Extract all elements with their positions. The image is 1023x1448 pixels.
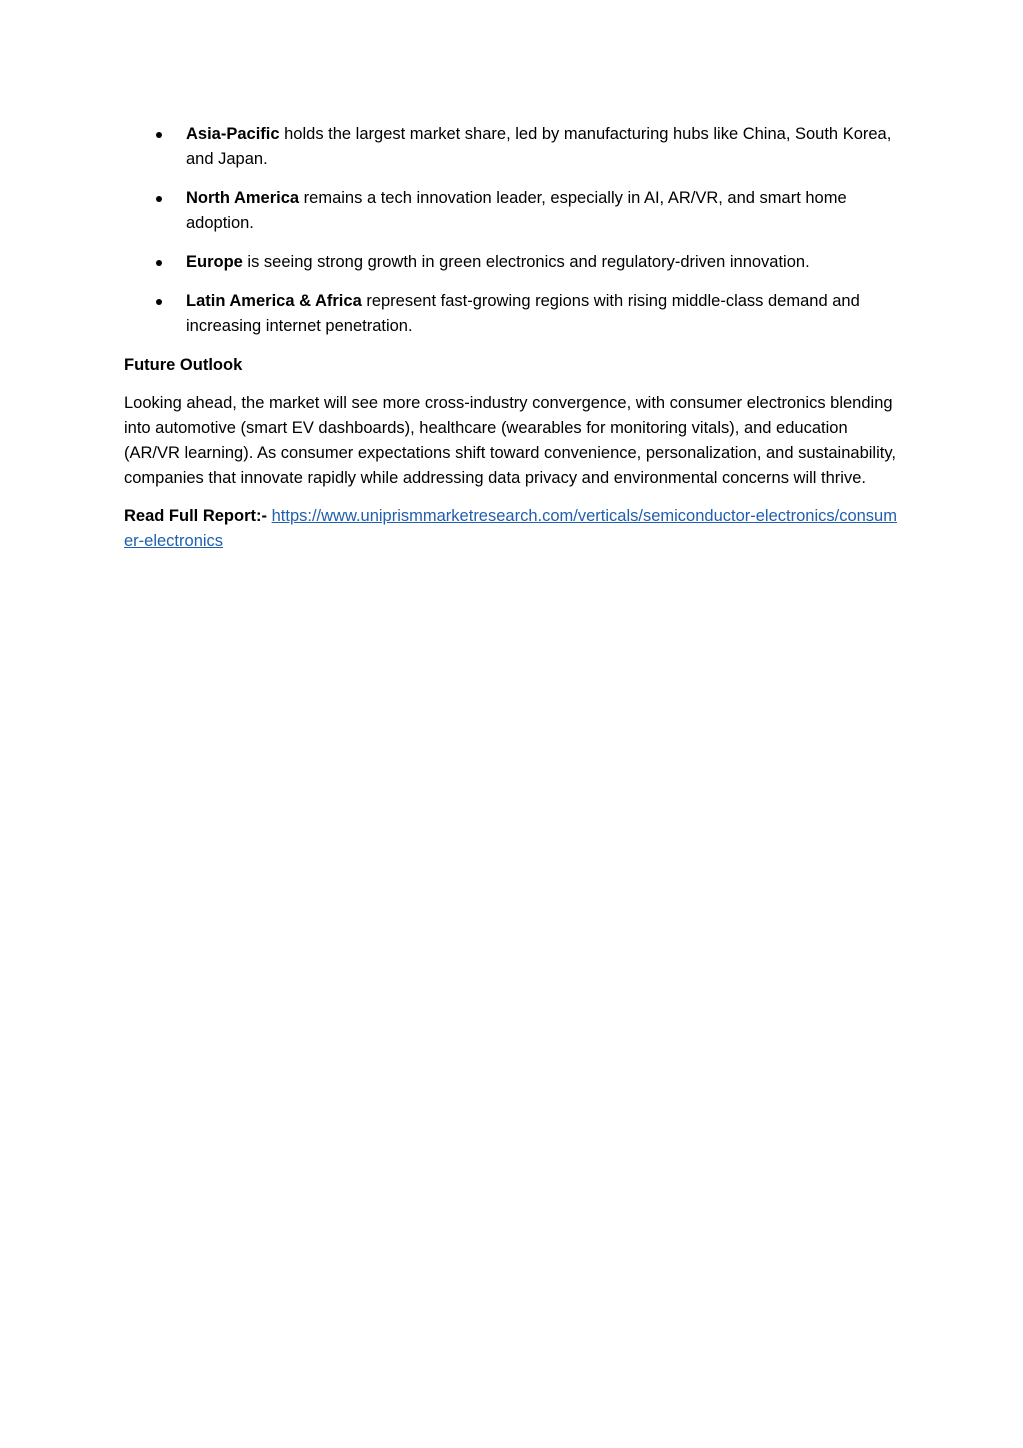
- outlook-paragraph: Looking ahead, the market will see more cross-industry convergence, with consumer electronics blending into automotive (smart EV dashboards), healthcare (wearables for monitoring vitals), and education (AR/VR learning). As consumer expectations shift toward convenience, personalization, and sustainability, companies that innovate rapidly while addressing data privacy and environmental concerns will thrive.: [124, 394, 896, 487]
- region-text: is seeing strong growth in green electronics and regulatory-driven innovation.: [242, 253, 810, 271]
- list-item: [124, 250, 904, 275]
- region-term: North America: [186, 189, 300, 207]
- region-text: remains a tech innovation leader, especially in AI, AR/VR, and smart home adoption.: [186, 189, 847, 232]
- regions-list: [124, 122, 904, 339]
- region-term: Latin America & Africa: [186, 292, 362, 310]
- region-text: holds the largest market share, led by manufacturing hubs like China, South Korea, and Japan.: [186, 125, 892, 168]
- report-link[interactable]: https://www.uniprismmarketresearch.com/verticals/semiconductor-electronics/consumer-electronics: [124, 507, 897, 550]
- section-heading: Future Outlook: [124, 356, 243, 374]
- report-line: [124, 504, 904, 554]
- bullet-icon: [156, 260, 162, 266]
- bullet-icon: [156, 299, 162, 305]
- list-item: [124, 122, 904, 172]
- bullet-icon: [156, 132, 162, 138]
- report-label: Read Full Report:-: [124, 507, 267, 525]
- bullet-icon: [156, 196, 162, 202]
- region-term: Europe: [186, 253, 243, 271]
- region-term: Asia-Pacific: [186, 125, 280, 143]
- list-item: [124, 186, 904, 236]
- document-body: [124, 122, 904, 567]
- region-text: represent fast-growing regions with rising middle-class demand and increasing internet penetration.: [186, 292, 860, 335]
- list-item: [124, 289, 904, 339]
